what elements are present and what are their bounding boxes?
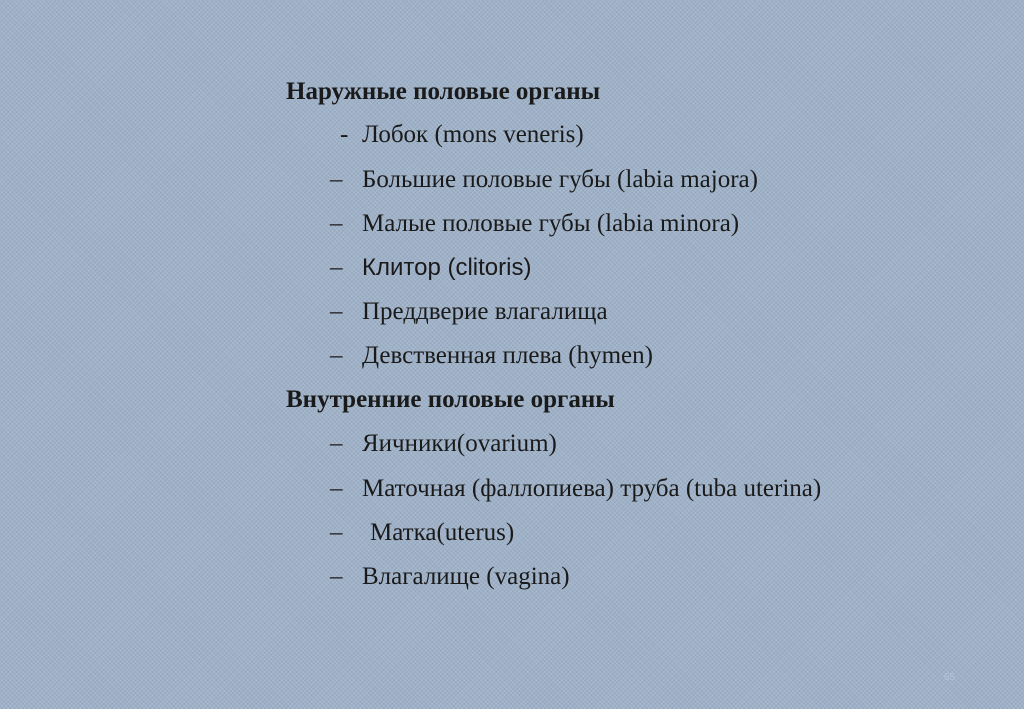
list-item-text: Преддверие влагалища [362, 298, 608, 325]
list-item-text: Лобок (mons veneris) [362, 121, 584, 148]
list-item-text: Маточная (фаллопиева) труба (tuba uterina) [362, 475, 822, 502]
list-dash: - [340, 121, 349, 148]
list-item [340, 120, 584, 150]
list-dash: – [330, 298, 343, 325]
list-item [330, 518, 514, 548]
list-item [330, 165, 758, 195]
list-item [330, 429, 557, 459]
list-item-text: Малые половые губы (labia minora) [362, 210, 740, 237]
list-dash: – [330, 254, 343, 281]
list-item [330, 209, 739, 239]
list-item-text: Девственная плева (hymen) [362, 342, 653, 369]
list-item-text: Большие половые губы (labia majora) [362, 166, 758, 193]
list-item [330, 474, 821, 504]
list-dash: – [330, 430, 343, 457]
list-item [330, 297, 608, 327]
list-item-text: Влагалище (vagina) [362, 563, 570, 590]
list-item [330, 562, 570, 592]
list-dash: – [330, 210, 343, 237]
list-item [330, 253, 531, 283]
external-organs-heading: Наружные половые органы [286, 78, 601, 105]
internal-organs-heading: Внутренние половые органы [286, 386, 615, 413]
list-dash: – [330, 166, 343, 193]
list-dash: – [330, 519, 343, 546]
list-item-text: Матка(uterus) [370, 519, 515, 546]
list-dash: – [330, 563, 343, 590]
list-dash: – [330, 475, 343, 502]
list-dash: – [330, 342, 343, 369]
list-item-text: Яичники(ovarium) [362, 430, 557, 457]
list-item [330, 341, 653, 371]
list-item-text: Клитор (clitoris) [362, 254, 532, 281]
page-number: 65 [944, 672, 956, 683]
